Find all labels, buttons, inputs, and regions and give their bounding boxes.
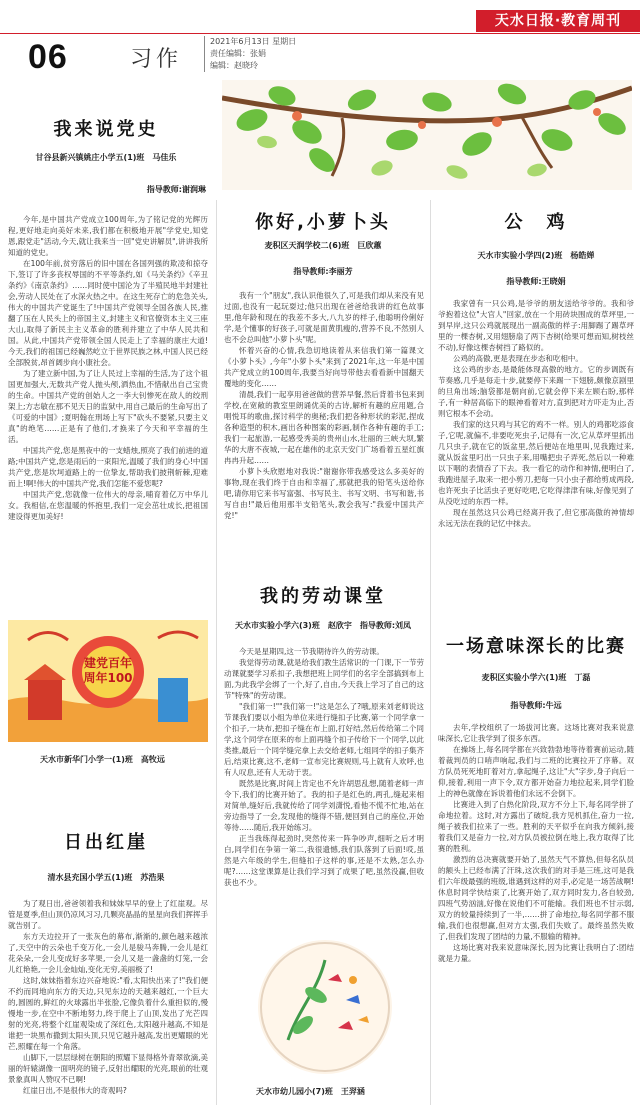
- paragraph: 这公鸡的步态,是最能体现高傲的地方。它的步调既有节奏感,几乎是每走十步,就要停下来踢一下翅膀,颇像京剧里的旦角出场;脑袋都是朝向前,它就会停下来左顾右盼,那样子,有一种居高临下的眼神看着对方,直到把对方吓走为止,否则它根本不会动。: [438, 365, 634, 418]
- header-rule: [0, 33, 640, 34]
- paragraph: 小萝卜头欣慰地对我说:"谢谢你带我感受这么多美好的事物,现在我们终于自由和幸福了,那就把我的铅笔头送给你吧,请你用它来书写富强、书写民主、书写文明、书写和谐,书写自由!"最后他用那半支铅笔头,教会我写:"我爱中国共产党!": [224, 467, 424, 520]
- article-title: 一场意味深长的比赛: [446, 636, 626, 657]
- paragraph: 现在虽然这只公鸡已经离开我了,但它那高傲的神情却永远无法在我的记忆中抹去。: [438, 508, 634, 528]
- paragraph: 我有一个"朋友",我认识他很久了,可是我们却从来没有见过面,也没有一起玩耍过;他只出现在爸爸给我讲的红色故事里,他年龄和现在的我差不多大,八九岁的样子,他聪明伶俐好学,是个懂事的好孩子,可就是面黄肌瘦的,营养不良,不然别人也不会总叫他"小萝卜头"呢。: [224, 291, 424, 344]
- paragraph: 为了观日出,爸爸领着我和妹妹早早的登上了红崖观。尽管是夏季,但山顶仍凉风习习,几颗亮晶晶的星星向我们挥挥手就告别了。: [8, 899, 208, 930]
- column-separator: [216, 200, 217, 1105]
- article-title: 我来说党史: [53, 119, 159, 140]
- article-author: 麦积区实验小学六(1)班 丁磊: [481, 673, 591, 682]
- article-teacher: 指导教师:王晓娟: [506, 277, 566, 286]
- paragraph: 红崖日出,不是很伟大的奇观吗?: [23, 1086, 127, 1095]
- date-line: 2021年6月13日 星期日: [210, 37, 297, 46]
- header-divider: [204, 36, 205, 72]
- paragraph: 公鸡的高傲,更是表现在步态和吃相中。: [453, 354, 583, 363]
- paragraph: 中国共产党,您是黑夜中的一支蜡烛,照亮了我们前进的道路;中国共产党,您是雨后的一束阳光,温暖了我们的身心!中国共产党,您是坎坷道路上的一位挚友,帮助我们披荆斩棘,迎难而上!啊!伟大的中国共产党,我们怎能不爱您呢?: [8, 446, 208, 488]
- paragraph: 激烈的总决赛就要开始了,虽然天气不算热,但每名队员的额头上已经布满了汗珠,这次我们的对手是三班,这可是我们六年级最强的班级,谁遇到这样的对手,必定是一场苦战啊!休息时同学快结束了,比赛开始了,双方同时发力,各自较劲,四班气势汹汹,好像在说他们不可能输。我们班也不甘示弱,双方的较量持续到了一半,……拼了命地拉,每名同学都不服输,我们也很想赢,但对方太强,我们失败了。最终虽然失败了,但我们发现了团结的力量,不服输的精神。: [438, 855, 634, 941]
- paragraph: 这场比赛对我来说意味深长,因为比赛让我明白了:团结就是力量。: [438, 943, 634, 963]
- editor-line: 责任编辑：张娟: [210, 49, 266, 58]
- artwork-lettering: 建党百年 周年100: [83, 656, 133, 685]
- paragraph: 在100年前,贫穷落后的旧中国在各国列强的欺凌和掠夺下,签订了许多丧权辱国的不平等条约,如《马关条约》《辛丑条约》《南京条约》……同时使中国沦为了半殖民地半封建社会,劳动人民处在了水深火热之中。在这生死存亡的危急关头,伟大的中国共产党诞生了!中国共产党领导全国各族人民,推翻了压在人民头上的帝国主义,封建主义和官僚资本主义三座大山,取得了新民主主义革命的胜利并建立了中华人民共和国。从此,中国共产党带领全国人民走上了幸福的康庄大道!今天,我们的祖国已经巍然屹立于世界民族之林,中国人民已经全部脱贫,昂首阔步向小康社会。: [8, 259, 208, 367]
- article-body: [224, 290, 424, 562]
- paragraph: 我觉得劳动课,就是给我们教生活常识的一门课,下一节劳动课就要学习系扣子,我想把班上同学们的名字全部搞到布上面,为此我学会绑了一个,好了,自由,今天我上学习了自己的这节"特殊"的劳动课。: [224, 658, 424, 700]
- article-author: 天水市实验小学六(3)班 赵欣宇 指导教师:刘凤: [234, 621, 412, 630]
- paragraph: 今年,是中国共产党成立100周年,为了铭记党的光辉历程,更好地走向美好未来,我们都在积极地开展"学党史,知党恩,跟党走"活动,今天,就让我来当一回"党史讲解员",讲讲我所知道的党史。: [8, 215, 208, 257]
- paragraph: 今天是星期四,这一节我期待许久的劳动课。: [239, 647, 384, 656]
- article-title: 你好,小萝卜头: [255, 212, 391, 233]
- paragraph: "我们第一!""我们第一!"这是怎么了?哦,原来刘老师说这节课我们要以小组为单位来进行缝扣子比赛,第一个同学拿一个扣子,一块布,把扣子缝在布上面,打好结,然后传给第二个同学,这个同学在原来的布上面再缝个扣子传给下一个同学,以此类推,最后一个同学缝完拿上去交给老师,七组同学的扣子集齐后,结束比赛,这不,老师一宣布完比赛规则,马上就有人欢呼,也有人叹息,还有人无动于衷。: [224, 702, 424, 777]
- paragraph: 东方天边拉开了一张灰色的幕布,渐渐的,颜色越来越浓了,天空中的云朵也千变万化,一会儿是骏马奔腾,一会儿是红花朵朵,一会儿变成好多苹果,一会儿又是一盏盏的灯笼,一会儿红艳艳,一会儿金灿灿,变化无穷,美丽极了!: [8, 932, 208, 974]
- paper-name-banner: 天水日报·教育周刊: [476, 10, 640, 32]
- column-separator: [430, 200, 431, 1105]
- paragraph: 在操场上,每名同学都在兴致勃勃地等待着赛前运动,随着裁判员的口哨声响起,我们与二班的比赛拉开了序幕。双方队员死死地盯着对方,拿起绳子,这让"大"字步,身子向后一仰,接着,利用一声下令,双方都开始奋力地拉起来,同学们脸上的神色就像在诉说着他们永远不会倒下。: [438, 745, 634, 798]
- paragraph: 清晨,我们一起享用爸爸做的营养早餐,然后背着书包来到学校,在宽敞的教室里朗诵优美的古诗,解析有趣的应用题,合唱悦耳的歌曲,探讨科学的奥秘;我们把各种形状的彩泥,捏成各种造型的积木,画出各种图案的彩画,制作各种有趣的手工;我们一起旅游,一起感受秀美的贵州山水,壮丽的三峡大坝,繁华的大唐不夜城,一起在雄伟的北京天安门广场看着五星红旗冉冉升起……: [224, 390, 424, 465]
- article-body: [224, 646, 424, 928]
- photo-caption: 天水市新华门小学一(1)班 高牧远: [40, 755, 165, 764]
- article-author: 清水县充国小学五(1)班 苏浩果: [47, 873, 165, 882]
- article-body: [8, 898, 208, 1105]
- section-title: 习作: [130, 47, 183, 72]
- student-artwork-party-100: [8, 620, 208, 742]
- article-title: 日出红崖: [64, 832, 148, 853]
- paragraph: 山脚下,一层层绿树在朝阳的照耀下显得格外青翠欲滴,美丽的轩辕湖像一面明亮的镜子,反射出耀眼的光亮,眼前的壮观景象真叫人赞叹不已啊!: [8, 1053, 208, 1084]
- paragraph: 既然是比赛,时间上肯定也不允许胡思乱想,随着老师一声令下,我们的比赛开始了。我的扣子是红色的,两孔,缝起来相对简单,缝好后,我就传给了同学刘潇悦,看他不慌不忙地,站在旁边指导了一会,发现他的缝得不错,便回到自己的座位,开始等待……随后,我开始练习。: [224, 779, 424, 832]
- photo-caption: 天水市幼儿园小(7)班 王羿涵: [256, 1087, 365, 1096]
- article-title: 公 鸡: [504, 212, 568, 233]
- designer-line: 编辑：赵晓玲: [210, 61, 258, 70]
- plate-drawing: [258, 940, 392, 1074]
- paragraph: 为了建立新中国,为了让人民过上幸福的生活,为了这个祖国更加强大,无数共产党人抛头颅,洒热血,不惜献出自己宝贵的生命。中国共产党的创始人之一李大钊惨死在敌人的绞刑架上;方志敏在那不见天日的监狱中,用自己最后的生命写出了《可爱的中国》;夏明翰在刑场上写下"砍头不要紧,只要主义真"的绝笔……正是有了他们,才换来了今天和平幸福的生活。: [8, 369, 208, 444]
- paragraph: 正当我练得起劲时,突然传来一阵争吵声,细听之后才明白,同学们在争第一第二,我很遗憾,我们队落到了后面!哎,虽然是六年级的学生,但缝扣子这样的事,还是不太熟,怎么办呢?……这堂课算是让我们学习到了成果了吧,虽然没赢,但收获也不少。: [224, 834, 424, 887]
- article-body: [438, 722, 634, 1105]
- article-author: 甘谷县新兴镇姚庄小学五(1)班 马佳乐: [35, 153, 177, 162]
- paragraph: 我家曾有一只公鸡,是爷爷的朋友送给爷爷的。我和爷爷抱着这位"大官人"回家,放在一个用砖块围成的草坪里,一到早岸,这只公鸡就展现出一副高傲的样子:用脚踢了踢草坪里的一棵杏树,又用翅膀扇了两下杏树(给果可想而知,树枝丝不动),好像这棵杏树挡了路似的。: [438, 299, 634, 352]
- branch-leaves-drawing: [222, 80, 632, 190]
- page-number: 06: [28, 38, 68, 76]
- article-author: 麦积区天润学校二(6)班 巨欣蕙: [264, 241, 382, 250]
- paragraph: 去年,学校组织了一场拔河比赛。这场比赛对我来说意味深长,它让我学到了很多东西。: [438, 723, 634, 743]
- article-body: [438, 298, 634, 598]
- article-author: 天水市实验小学四(2)班 杨皓婵: [477, 251, 595, 260]
- article-teacher: 指导教师:李丽芳: [293, 267, 353, 276]
- article-title: 我的劳动课堂: [260, 586, 386, 607]
- article-body: [8, 214, 208, 604]
- paragraph: 比赛进入到了白热化阶段,双方不分上下,每名同学拼了命地拉着。这时,对方露出了破绽,我方见机抓住,奋力一拉,绳子被我们拉来了一些。胜利的天平似乎在向我方倾斜,接着我们又是奋力一拉,对方队员被拉倒在地上,我方取得了比赛的胜利。: [438, 800, 634, 853]
- student-artwork-plate: [258, 940, 392, 1074]
- article-teacher: 指导教师:牛远: [510, 701, 562, 710]
- article-teacher: 指导教师:谢润琳: [146, 185, 206, 194]
- paragraph: 这时,妹妹指着东边兴奋地说:"看,太阳快出来了!"我们便不约而同地向东方的天边,只见东边的天越来越红,一个巨大的,圆圆的,鲜红的火球露出半张脸,它像负着什么重担似的,慢慢地一步,在空中不断地努力,终于爬上了山顶,发出了光芒四射的光亮,将整个红崖观染成了深红色,太阳越升越高,不知是谁把一块黑布撒到太阳头顶,只见它越升越高,发出更耀眼的光芒,照耀在每一个角落。: [8, 976, 208, 1051]
- paragraph: 怀着兴奋的心情,我急切地读着从来信我们第一篇课文《小萝卜头》,今年"小萝卜头"来到了2021年,这一年是中国共产党成立的100周年,我要当好向导带他去看看新中国翻天覆地的变化……: [224, 346, 424, 388]
- paragraph: 我们家的这只鸡与其它的鸡不一样。别人的鸡都吃添食子,它呢,就偏不,非要吃死虫子,记得有一次,它从草坪里抓出几只虫子,就在它的饭盆里,然后便站在地里叫,见我跑过来,就从饭盆里叼出一只虫子来,用嘴把虫子弄死,然后以一种难以下咽的表情吞了下去。我一看它的动作和神情,便明白了,我跑进屋子,取来一把小剪刀,把每一只小虫子都给剪成两段,也许死虫子比活虫子更好吃吧,它吃得津津有味,好像见到了从没吃过的东西一样。: [438, 420, 634, 506]
- branch-illustration: [222, 80, 632, 190]
- paragraph: 中国共产党,您就像一位伟大的母亲,哺育着亿万中华儿女。我相信,在您温暖的怀抱里,我们一定会茁壮成长,把祖国建设得更加美好!: [8, 490, 208, 521]
